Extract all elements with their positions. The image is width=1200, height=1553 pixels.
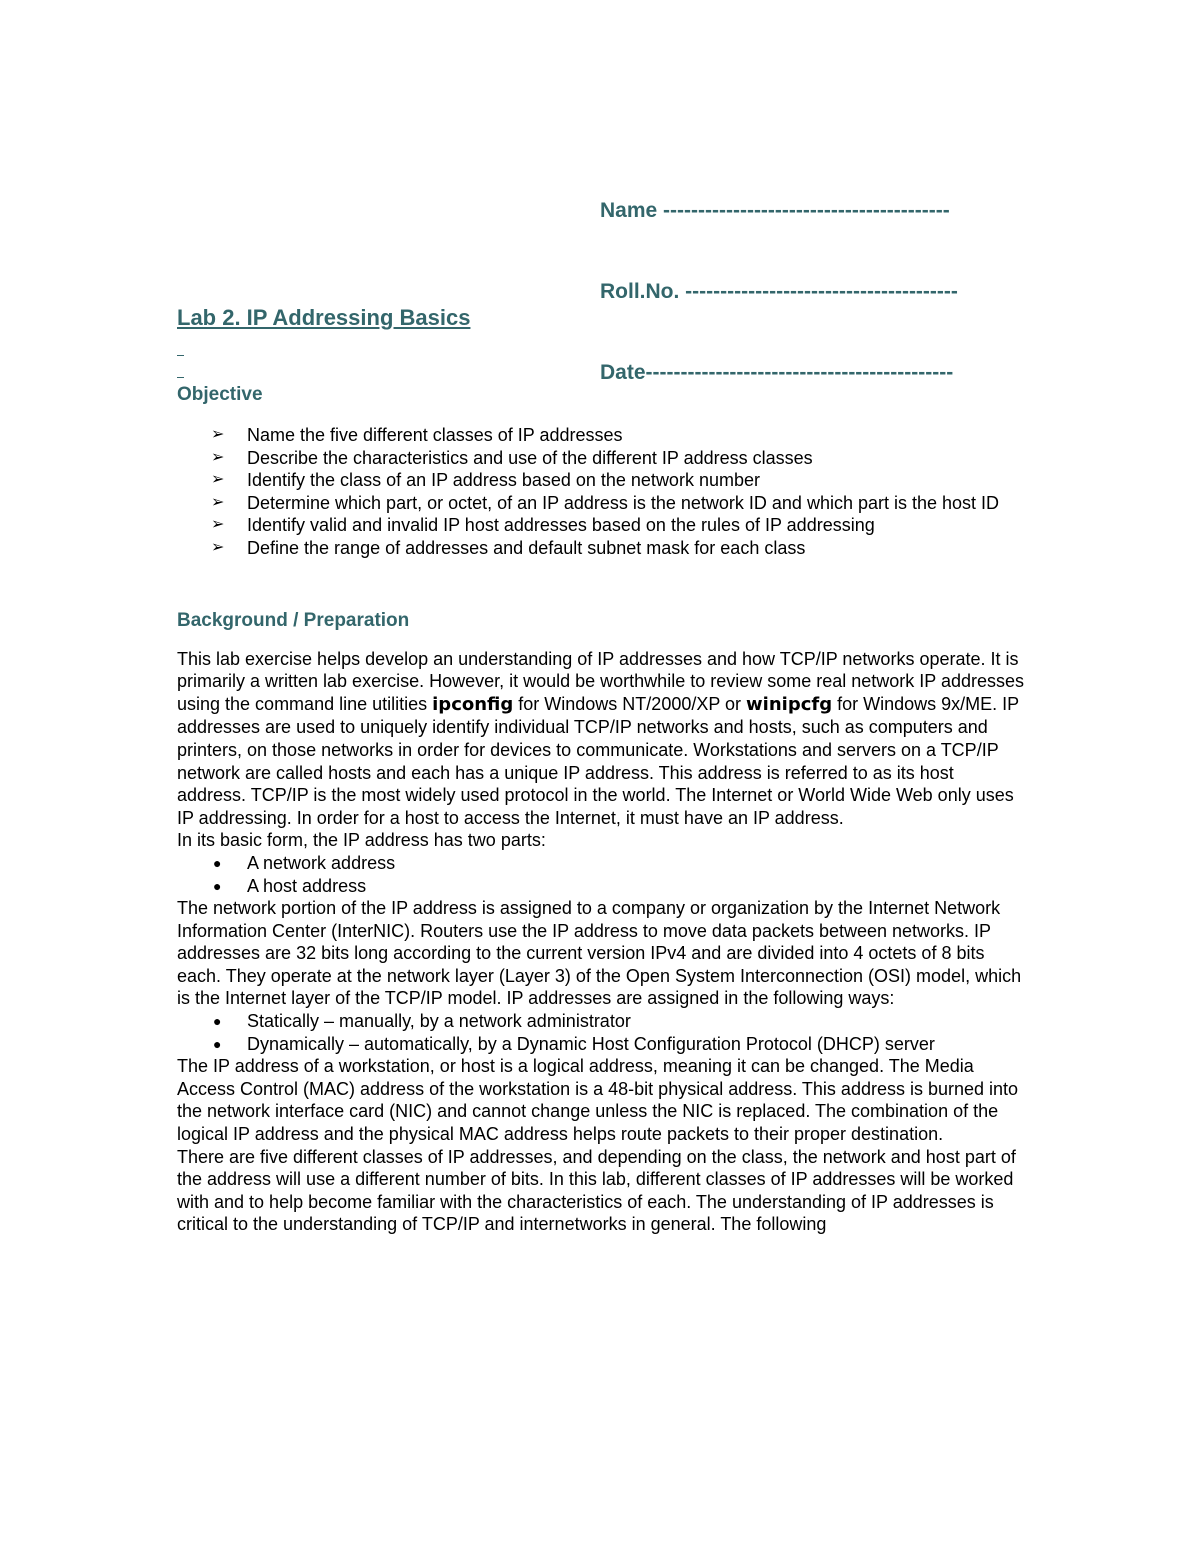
objective-list [177,424,1027,560]
ip-parts-list [177,852,1027,897]
objective-item: ➢ Identify valid and invalid IP host addresses based on the rules of IP addressing [211,515,875,536]
background-paragraph-1: This lab exercise helps develop an understanding of IP addresses and how TCP/IP networks operate. It is primarily a written lab exercise. However, it would be worthwhile to review some real network IP addresses using the command line utilities ipconfig for Windows NT/2000/XP or winipcfg for Windows 9x/ME. IP addresses are used to uniquely identify individual TCP/IP networks and hosts, such as computers and printers, on those networks in order for devices to communicate. Workstations and servers on a TCP/IP network are called hosts and each has a unique IP address. This address is referred to as its host address. TCP/IP is the most widely used protocol in the world. The Internet or World Wide Web only uses IP addressing. In order for a host to access the Internet, it must have an IP address. [177,648,1025,828]
arrow-bullet-icon: ➢ [211,516,225,534]
list-item: ● Dynamically – automatically, by a Dynamic Host Configuration Protocol (DHCP) server [213,1033,935,1054]
objective-item: ➢ Define the range of addresses and default subnet mask for each class [211,537,806,558]
ipconfig-command: ipconfig [432,693,514,715]
blank-line-1 [177,336,1027,358]
document-body [177,300,1027,1236]
list-item: ● Statically – manually, by a network administrator [213,1011,631,1032]
background-heading: Background / Preparation [177,609,410,631]
objective-item: ➢ Determine which part, or octet, of an IP address is the network ID and which part is the host ID [211,492,1000,513]
arrow-bullet-icon: ➢ [211,448,225,466]
list-item: ● A network address [213,852,396,873]
arrow-bullet-icon: ➢ [211,493,225,511]
lab-title: Lab 2. IP Addressing Basics [177,305,471,330]
background-paragraph-2: In its basic form, the IP address has two parts: [177,830,546,851]
roll-number-line: Roll.No. --------------------------------------- [600,280,958,303]
assignment-ways-list [177,1010,1027,1055]
background-paragraph-5: There are five different classes of IP addresses, and depending on the class, the network and host part of the address will use a different number of bits. In this lab, different classes of IP addresses will be worked with and to help become familiar with the characteristics of each. The understanding of IP addresses is critical to the understanding of TCP/IP and internetworks in general. The following [177,1146,1016,1235]
winipcfg-command: winipcfg [746,693,833,715]
dot-bullet-icon: ● [213,854,222,871]
objective-item: ➢ Describe the characteristics and use of the different IP address classes [211,447,813,468]
arrow-bullet-icon: ➢ [211,471,225,489]
objective-item: ➢ Name the five different classes of IP addresses [211,425,623,445]
objective-item: ➢ Identify the class of an IP address based on the network number [211,470,760,491]
background-paragraph-4: The IP address of a workstation, or host is a logical address, meaning it can be changed. The Media Access Control (MAC) address of the workstation is a 48-bit physical address. This address is burned into the network interface card (NIC) and cannot change unless the NIC is replaced. The combination of the logical IP address and the physical MAC address helps route packets to their proper destination. [177,1056,1019,1145]
dot-bullet-icon: ● [213,1035,222,1052]
dot-bullet-icon: ● [213,1013,222,1030]
date-line: Date-------------------------------------------- [600,361,954,384]
background-paragraph-3: The network portion of the IP address is assigned to a company or organization by the Internet Network Information Center (InterNIC). Routers use the IP address to move data packets between networks. IP addresses are 32 bits long according to the current version IPv4 and are divided into 4 octets of 8 bits each. They operate at the network layer (Layer 3) of the Open System Interconnection (OSI) model, which is the Internet layer of the TCP/IP model. IP addresses are assigned in the following ways: [177,898,1022,1009]
dot-bullet-icon: ● [213,877,222,894]
list-item: ● A host address [213,875,367,896]
objective-heading: Objective [177,384,263,405]
arrow-bullet-icon: ➢ [211,538,225,556]
name-line: Name ----------------------------------------- [600,199,950,222]
blank-line-2 [177,358,1027,380]
arrow-bullet-icon: ➢ [211,426,225,443]
